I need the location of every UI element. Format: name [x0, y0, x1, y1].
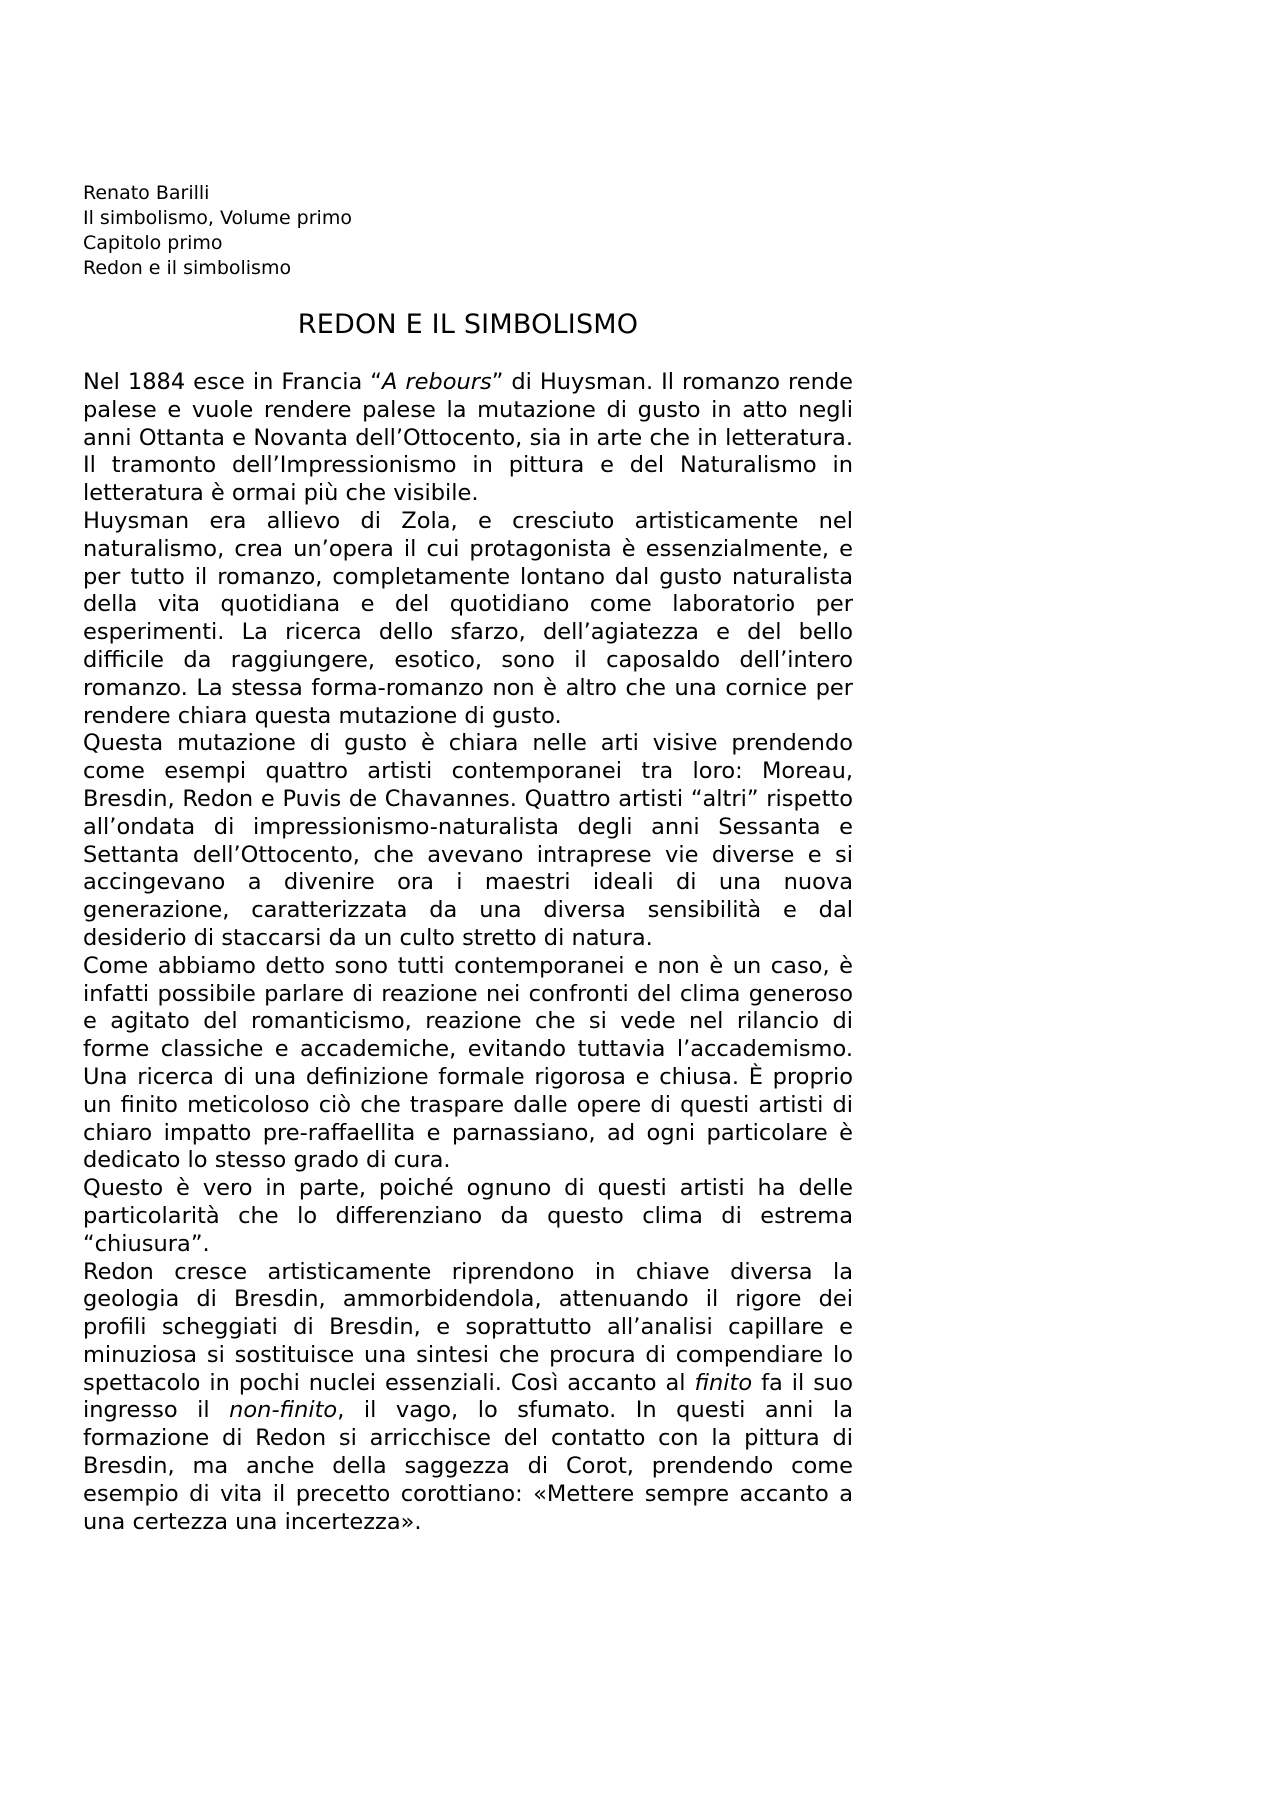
non-finito-italic: non-finito	[229, 1397, 338, 1424]
document-header	[83, 181, 853, 281]
paragraph-2: Huysman era allievo di Zola, e cresciuto artisticamente nel naturalismo, crea un’opera il cui protagonista è essenzialmente, e per tutto il romanzo, completamente lontano dal gusto naturalista della vita quotidiana e del quotidiano come laboratorio per esperimenti. La ricerca dello sfarzo, dell’agiatezza e del bello difficile da raggiungere, esotico, sono il caposaldo dell’intero romanzo. La stessa forma-romanzo non è altro che una cornice per rendere chiara questa mutazione di gusto.	[83, 507, 853, 729]
paragraph-6: Redon cresce artisticamente riprendono in chiave diversa la geologia di Bresdin, ammorbidendola, attenuando il rigore dei profili scheggiati di Bresdin, e soprattutto all’analisi capillare e minuziosa si sostituisce una sintesi che procura di compendiare lo spettacolo in pochi nuclei essenziali. Così accanto al finito fa il suo ingresso il non-finito, il vago, lo sfumato. In questi anni la formazione di Redon si arricchisce del contatto con la pittura di Bresdin, ma anche della saggezza di Corot, prendendo come esempio di vita il precetto corottiano: «Mettere sempre accanto a una certezza una incertezza».	[83, 1258, 853, 1535]
paragraph-3: Questa mutazione di gusto è chiara nelle arti visive prendendo come esempi quattro artisti contemporanei tra loro: Moreau, Bresdin, Redon e Puvis de Chavannes. Quattro artisti “altri” rispetto all’ondata di impressionismo-naturalista degli anni Sessanta e Settanta dell’Ottocento, che avevano intraprese vie diverse e si accingevano a divenire ora i maestri ideali di una nuova generazione, caratterizzata da una diversa sensibilità e dal desiderio di staccarsi da un culto stretto di natura.	[83, 730, 853, 951]
book-title-italic: A rebours	[381, 369, 492, 395]
chapter-line: Capitolo primo	[83, 232, 223, 254]
paragraph-5: Questo è vero in parte, poiché ognuno di questi artisti ha delle particolarità che lo differenziano da questo clima di estrema “chiusura”.	[83, 1175, 853, 1257]
paragraph-1: Nel 1884 esce in Francia “A rebours” di Huysman. Il romanzo rende palese e vuole rendere palese la mutazione di gusto in atto negli anni Ottanta e Novanta dell’Ottocento, sia in arte che in letteratura. Il tramonto dell’Impressionismo in pittura e del Naturalismo in letteratura è ormai più che visibile.	[83, 369, 853, 507]
paragraph-4: Come abbiamo detto sono tutti contemporanei e non è un caso, è infatti possibile parlare di reazione nei confronti del clima generoso e agitato del romanticismo, reazione che si vede nel rilancio di forme classiche e accademiche, evitando tuttavia l’accademismo. Una ricerca di una definizione formale rigorosa e chiusa. È proprio un finito meticoloso ciò che traspare dalle opere di questi artisti di chiaro impatto pre-raffaellita e parnassiano, ad ogni particolare è dedicato lo stesso grado di cura.	[83, 952, 853, 1174]
finito-italic: finito	[694, 1369, 753, 1396]
section-line: Redon e il simbolismo	[83, 257, 292, 279]
document-body	[83, 369, 853, 1536]
document-page	[83, 181, 853, 1536]
document-title: REDON E IL SIMBOLISMO	[297, 309, 639, 340]
author-line: Renato Barilli	[83, 182, 210, 204]
book-line: Il simbolismo, Volume primo	[83, 207, 352, 229]
